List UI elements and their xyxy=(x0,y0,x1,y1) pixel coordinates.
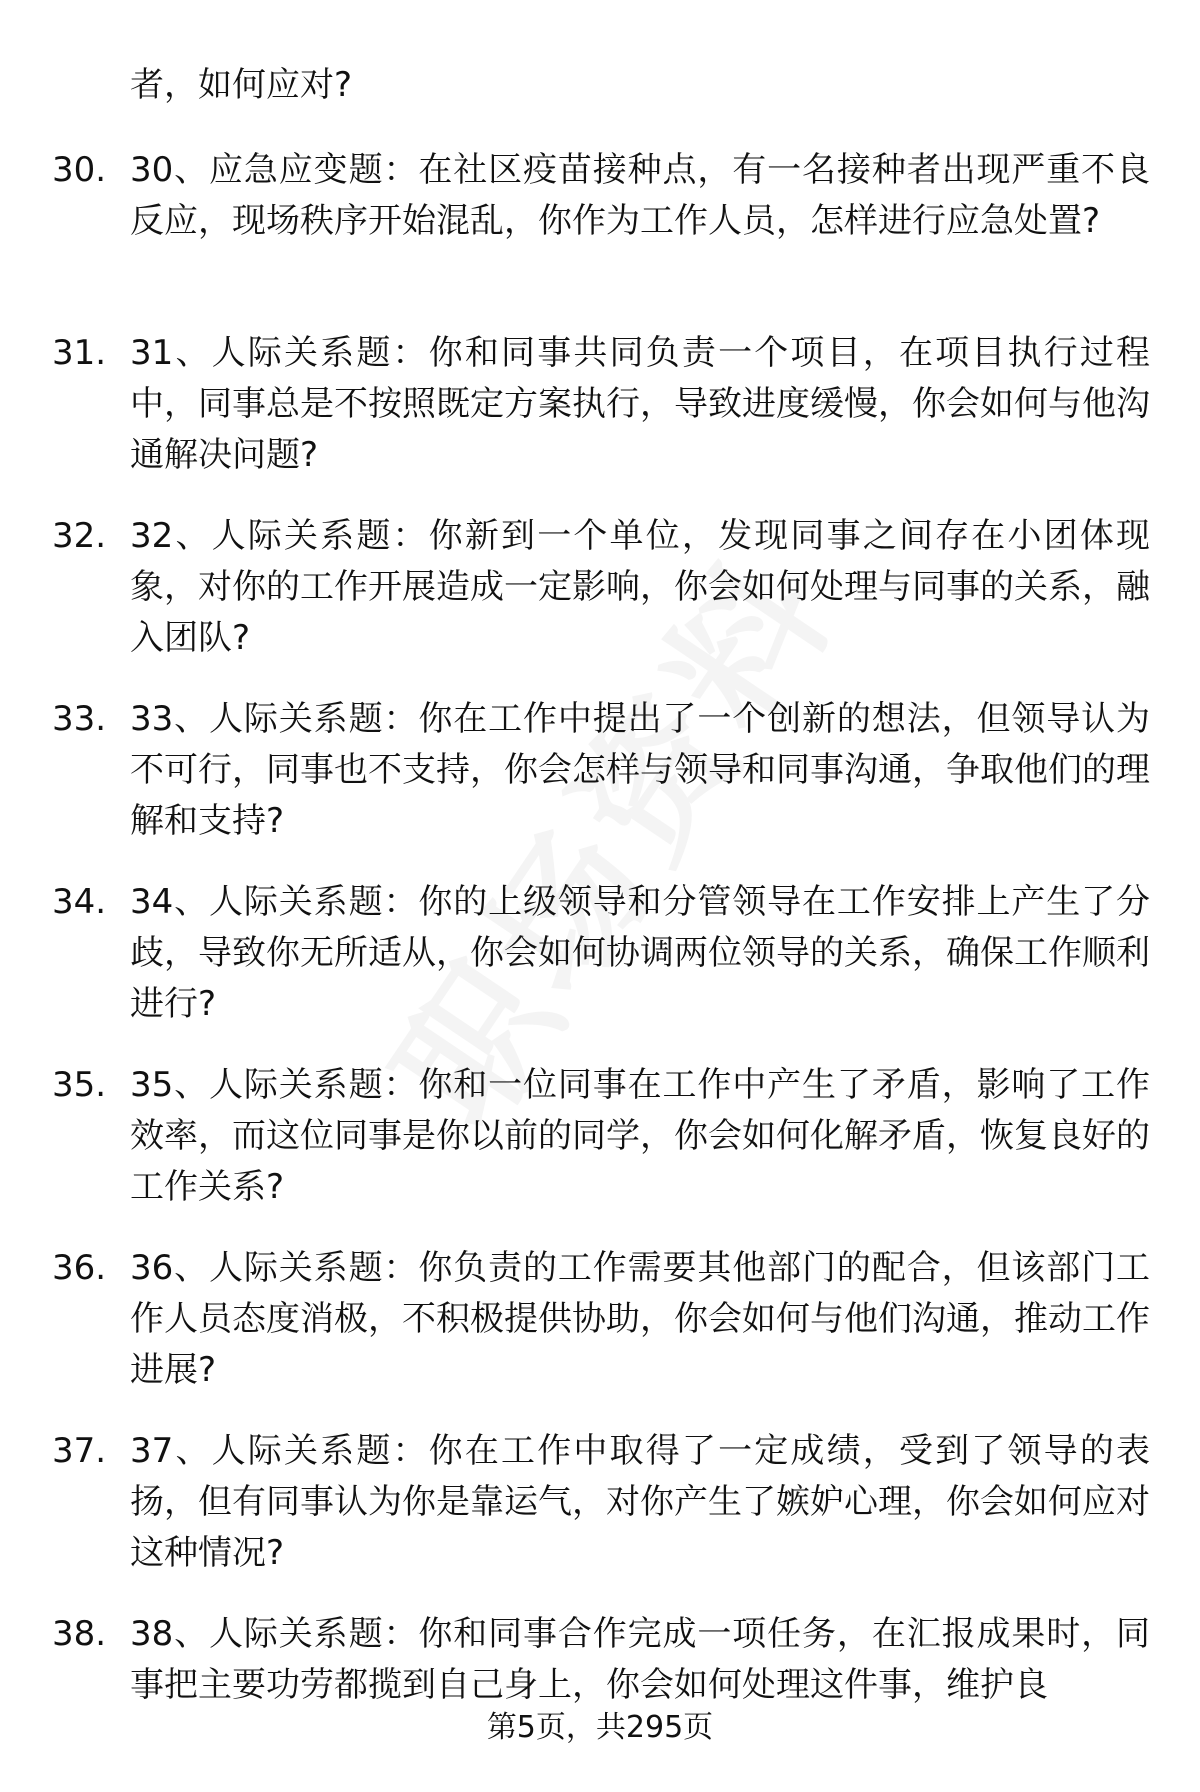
question-text: 36、人际关系题：你负责的工作需要其他部门的配合，但该部门工作人员态度消极，不积极提供协助，你会如何与他们沟通，推动工作进展? xyxy=(130,1248,1150,1390)
question-number: 32. xyxy=(52,516,107,556)
question-text: 38、人际关系题：你和同事合作完成一项任务，在汇报成果时，同事把主要功劳都揽到自己身上，你会如何处理这件事，维护良 xyxy=(130,1614,1150,1705)
question-number: 35. xyxy=(52,1065,107,1105)
question-number: 37. xyxy=(52,1431,107,1471)
question-text: 33、人际关系题：你在工作中提出了一个创新的想法，但领导认为不可行，同事也不支持，你会怎样与领导和同事沟通，争取他们的理解和支持? xyxy=(130,699,1150,841)
question-text: 32、人际关系题：你新到一个单位，发现同事之间存在小团体现象，对你的工作开展造成一定影响，你会如何处理与同事的关系，融入团队? xyxy=(130,516,1150,658)
question-number: 33. xyxy=(52,699,107,739)
question-text: 35、人际关系题：你和一位同事在工作中产生了矛盾，影响了工作效率，而这位同事是你以前的同学，你会如何化解矛盾，恢复良好的工作关系? xyxy=(130,1065,1150,1207)
question-text: 31、人际关系题：你和同事共同负责一个项目，在项目执行过程中，同事总是不按照既定方案执行，导致进度缓慢，你会如何与他沟通解决问题? xyxy=(130,333,1150,475)
question-item xyxy=(0,694,1200,877)
question-item xyxy=(0,1426,1200,1609)
continuation-text: 者，如何应对? xyxy=(130,65,353,105)
question-text: 30、应急应变题：在社区疫苗接种点，有一名接种者出现严重不良反应，现场秩序开始混乱，你作为工作人员，怎样进行应急处置? xyxy=(130,150,1150,241)
question-item xyxy=(0,877,1200,1060)
question-item xyxy=(0,1060,1200,1243)
page-footer: 第5页，共295页 xyxy=(486,1710,714,1745)
question-item xyxy=(0,511,1200,694)
question-text: 37、人际关系题：你在工作中取得了一定成绩，受到了领导的表扬，但有同事认为你是靠运气，对你产生了嫉妒心理，你会如何应对这种情况? xyxy=(130,1431,1150,1573)
question-number: 34. xyxy=(52,882,107,922)
question-number: 38. xyxy=(52,1614,107,1654)
question-item xyxy=(0,1243,1200,1426)
question-number: 30. xyxy=(52,150,107,190)
question-item xyxy=(0,145,1200,328)
question-list xyxy=(0,145,1200,1792)
question-item xyxy=(0,1609,1200,1792)
question-text: 34、人际关系题：你的上级领导和分管领导在工作安排上产生了分歧，导致你无所适从，你会如何协调两位领导的关系，确保工作顺利进行? xyxy=(130,882,1150,1024)
question-item xyxy=(0,328,1200,511)
question-number: 36. xyxy=(52,1248,107,1288)
question-number: 31. xyxy=(52,333,107,373)
